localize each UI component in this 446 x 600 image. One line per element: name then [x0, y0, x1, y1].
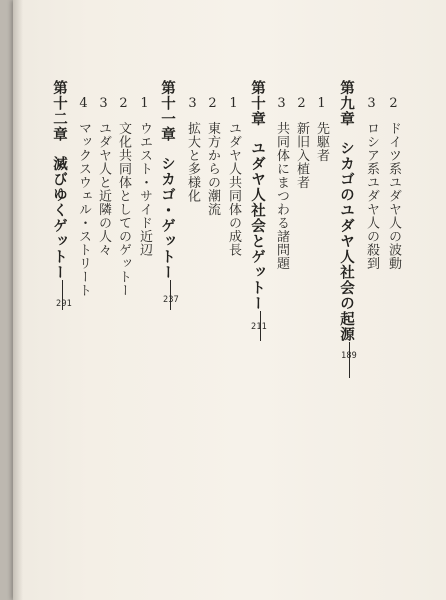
chapter-label: 第十章	[249, 80, 266, 127]
section-title: 文化共同体としてのゲットー	[116, 121, 131, 297]
chapter-title: シカゴのユダヤ人社会の起源	[338, 140, 355, 342]
section-title: ウエスト・サイド近辺	[137, 121, 152, 257]
section-number: 1	[226, 96, 241, 112]
toc-entry-ch10-sec1	[314, 96, 328, 162]
section-number: 2	[116, 96, 131, 112]
toc-entry-ch11-sec2	[205, 96, 219, 216]
toc-entry-ch10-sec3	[274, 96, 288, 270]
section-title: ロシア系ユダヤ人の殺到	[364, 121, 379, 270]
toc-chapter-10	[250, 80, 264, 341]
book-page	[13, 0, 446, 600]
section-number: 2	[205, 96, 220, 112]
toc-entry-ch11-sec1	[226, 96, 240, 257]
section-title: マックスウェル・ストリート	[76, 121, 91, 297]
toc-entry-ch9-sec2	[386, 96, 400, 270]
toc-chapter-11	[160, 80, 174, 310]
chapter-title: 滅びゆくゲットー	[51, 156, 68, 280]
section-title: ユダヤ人共同体の成長	[226, 121, 241, 257]
toc-entry-ch9-sec3	[364, 96, 378, 270]
section-title: 先駆者	[314, 121, 329, 162]
toc-entry-ch12-sec4	[76, 96, 90, 297]
chapter-label: 第十一章	[159, 80, 176, 142]
chapter-label: 第九章	[338, 80, 355, 127]
section-number: 1	[314, 96, 329, 112]
section-number: 3	[96, 96, 111, 112]
page-number-ch10: 211	[251, 322, 267, 332]
toc-entry-ch11-sec3	[185, 96, 199, 203]
section-number: 2	[386, 96, 401, 112]
page-number-ch11: 237	[163, 295, 179, 305]
section-title: ドイツ系ユダヤ人の波動	[386, 121, 401, 270]
section-number: 1	[137, 96, 152, 112]
section-number: 3	[274, 96, 289, 112]
toc-chapter-9	[339, 80, 353, 378]
section-number: 3	[364, 96, 379, 112]
section-number: 3	[185, 96, 200, 112]
page-number-ch12: 291	[56, 299, 72, 309]
chapter-title: シカゴ・ゲットー	[159, 156, 176, 280]
toc-entry-ch10-sec2	[294, 96, 308, 189]
section-title: 拡大と多様化	[185, 121, 200, 203]
section-title: 東方からの潮流	[205, 121, 220, 216]
section-title: ユダヤ人と近隣の人々	[96, 121, 111, 257]
page-edge-shadow	[13, 0, 23, 600]
toc-entry-ch12-sec3	[96, 96, 110, 257]
page-number-ch9: 189	[341, 351, 357, 361]
toc-chapter-12	[52, 80, 66, 310]
section-number: 2	[294, 96, 309, 112]
toc-entry-ch12-sec1	[137, 96, 151, 257]
toc-entry-ch12-sec2	[116, 96, 130, 297]
chapter-title: ユダヤ人社会とゲットー	[249, 140, 266, 311]
section-title: 共同体にまつわる諸問題	[274, 121, 289, 270]
section-number: 4	[76, 96, 91, 112]
chapter-label: 第十二章	[51, 80, 68, 142]
section-title: 新旧入植者	[294, 121, 309, 189]
